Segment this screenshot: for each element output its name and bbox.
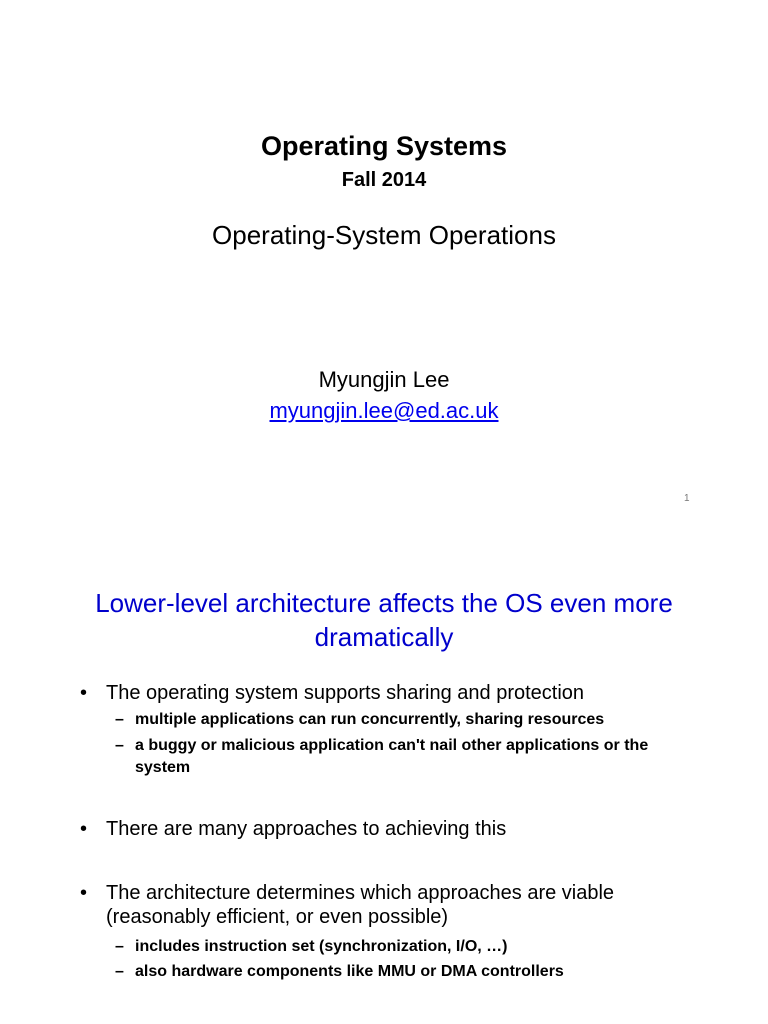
page-number: 1: [684, 493, 690, 504]
slide1-title: Operating Systems: [260, 131, 508, 161]
slide2-title: Lower-level architecture affects the OS even more dramatically: [95, 588, 673, 652]
slide1-subtitle: Fall 2014: [341, 169, 427, 191]
author-email-container: [0, 397, 768, 425]
slide1-heading: Operating-System Operations: [212, 220, 556, 250]
sub-bullet-text: also hardware components like MMU or DMA controllers: [135, 963, 564, 980]
dash-icon: –: [115, 963, 124, 980]
bullet-text: The operating system supports sharing and protection: [106, 682, 585, 704]
bullet-icon: •: [80, 882, 88, 904]
bullet-icon: •: [80, 682, 88, 704]
sub-bullet-text: includes instruction set (synchronization, I/O, …): [135, 938, 508, 955]
sub-bullet-text: a buggy or malicious application can't nail other applications or the system: [135, 737, 649, 776]
bullet-text: The architecture determines which approaches are viable (reasonably efficient, or even possible): [106, 882, 615, 928]
sub-bullet-text: multiple applications can run concurrently, sharing resources: [135, 711, 605, 728]
bullet-icon: •: [80, 818, 88, 840]
dash-icon: –: [115, 938, 124, 955]
dash-icon: –: [115, 711, 124, 728]
author-name: Myungjin Lee: [318, 367, 450, 392]
dash-icon: –: [115, 737, 124, 754]
author-email-link[interactable]: myungjin.lee@ed.ac.uk: [269, 398, 499, 423]
bullet-text: There are many approaches to achieving this: [106, 818, 507, 840]
